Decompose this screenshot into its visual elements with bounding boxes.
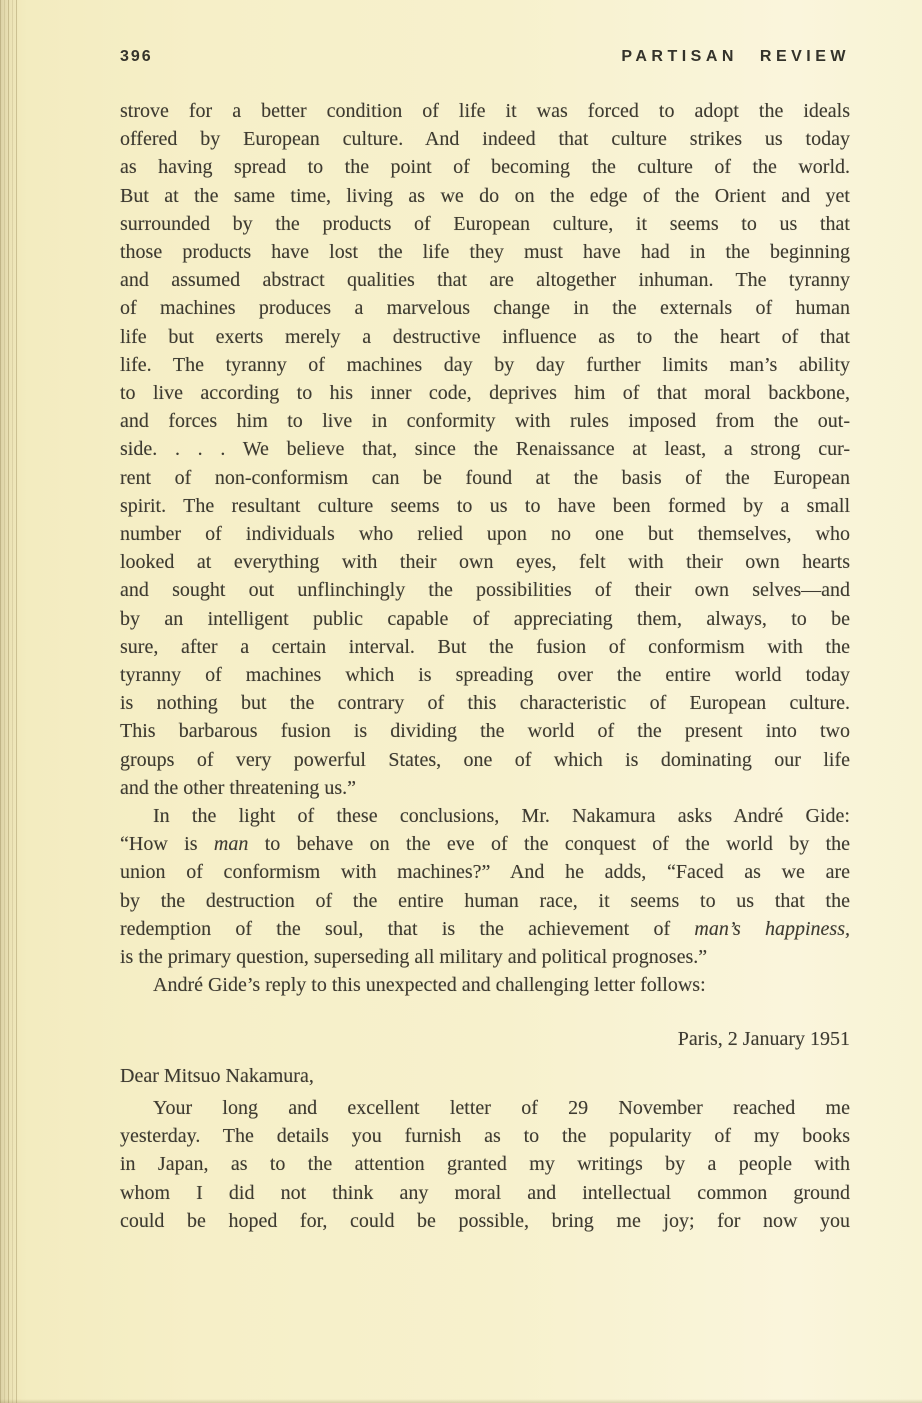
text-line: In the light of these conclusions, Mr. Nakamura asks André Gide:: [153, 805, 850, 828]
text-line: union of conformism with machines?” And he adds, “Faced as we are: [120, 861, 850, 884]
letter-dateline: Paris, 2 January 1951: [677, 1027, 850, 1050]
text-line: in Japan, as to the attention granted my writings by a people with: [120, 1153, 850, 1176]
text-line: offered by European culture. And indeed that culture strikes us today: [120, 128, 850, 151]
page-binding-edge: [0, 0, 19, 1403]
text-line: strove for a better condition of life it was forced to adopt the ideals: [120, 100, 850, 122]
text-line: number of individuals who relied upon no one but themselves, who: [120, 523, 850, 546]
text-line: redemption of the soul, that is the achievement of man’s happiness,: [120, 917, 850, 940]
article-body: [120, 97, 850, 1000]
text-line: is nothing but the contrary of this characteristic of European culture.: [120, 692, 850, 715]
letter-salutation: Dear Mitsuo Nakamura,: [120, 1064, 314, 1087]
paragraph: [120, 97, 850, 802]
text-line: rent of non-conformism can be found at the basis of the European: [120, 466, 850, 489]
text-line: is the primary question, superseding all military and political prognoses.”: [120, 946, 708, 969]
text-line: This barbarous fusion is dividing the world of the present into two: [120, 720, 850, 743]
text-line: yesterday. The details you furnish as to the popularity of my books: [120, 1125, 850, 1148]
text-line: sure, after a certain interval. But the fusion of conformism with the: [120, 635, 850, 658]
text-line: life but exerts merely a destructive influence as to the heart of that: [120, 325, 850, 348]
text-line: as having spread to the point of becoming the culture of the world.: [120, 156, 850, 179]
text-line: and sought out unflinchingly the possibilities of their own selves—and: [120, 579, 850, 602]
text-line: Your long and excellent letter of 29 November reached me: [153, 1096, 850, 1119]
letter-body: [120, 1094, 850, 1235]
page-header: [120, 48, 850, 66]
journal-title: PARTISAN REVIEW: [621, 48, 850, 65]
text-line: side. . . . We believe that, since the Renaissance at least, a strong cur-: [120, 438, 850, 461]
text-line: and forces him to live in conformity with rules imposed from the out-: [120, 410, 850, 433]
text-line: looked at everything with their own eyes, felt with their own hearts: [120, 551, 850, 574]
text-line: and the other threatening us.”: [120, 776, 357, 799]
page-content: [120, 48, 850, 1235]
text-line: “How is man to behave on the eve of the conquest of the world by the: [120, 833, 851, 856]
text-line: and assumed abstract qualities that are altogether inhuman. The tyranny: [120, 269, 850, 292]
text-line: tyranny of machines which is spreading over the entire world today: [120, 664, 850, 687]
page-number: 396: [120, 48, 153, 65]
text-line: by an intelligent public capable of appreciating them, always, to be: [120, 607, 850, 630]
page-bottom-edge: [0, 1399, 922, 1403]
text-line: of machines produces a marvelous change in the externals of human: [120, 297, 850, 320]
text-line: to live according to his inner code, deprives him of that moral backbone,: [120, 382, 850, 405]
text-line: whom I did not think any moral and intellectual common ground: [120, 1181, 850, 1204]
text-line: spirit. The resultant culture seems to us to have been formed by a small: [120, 494, 850, 517]
text-line: André Gide’s reply to this unexpected and challenging letter follows:: [153, 974, 706, 997]
paragraph: [120, 971, 850, 999]
text-line: those products have lost the life they must have had in the beginning: [120, 241, 850, 264]
text-line: But at the same time, living as we do on the edge of the Orient and yet: [120, 184, 850, 207]
text-line: life. The tyranny of machines day by day further limits man’s ability: [120, 353, 850, 376]
paragraph: [120, 1094, 850, 1235]
text-line: groups of very powerful States, one of which is dominating our life: [120, 748, 850, 771]
text-line: could be hoped for, could be possible, bring me joy; for now you: [120, 1209, 850, 1232]
text-line: surrounded by the products of European culture, it seems to us that: [120, 212, 850, 235]
paragraph: [120, 802, 850, 971]
text-line: by the destruction of the entire human race, it seems to us that the: [120, 889, 850, 912]
